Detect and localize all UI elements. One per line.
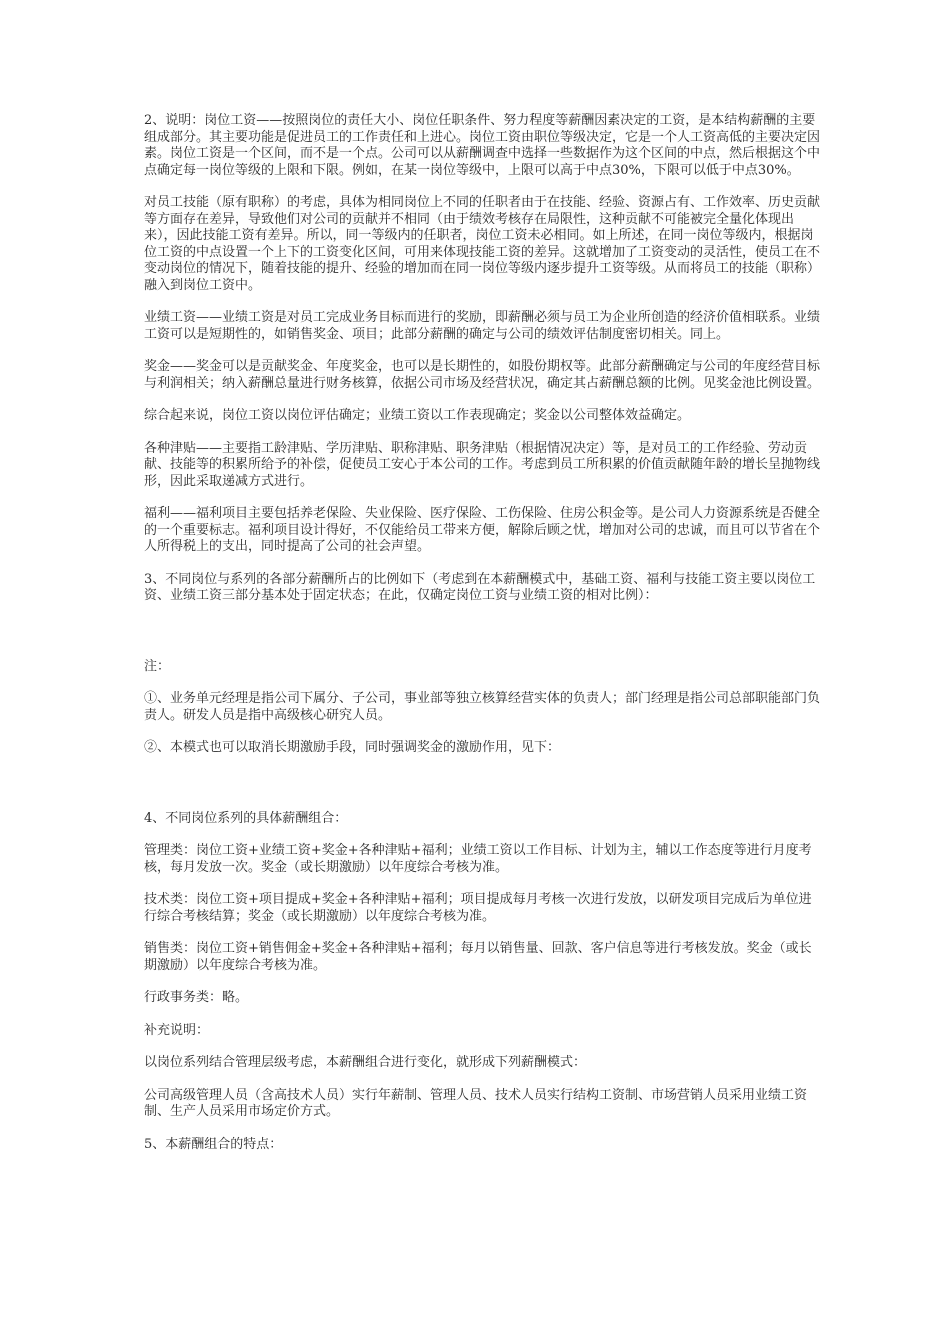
paragraph-summary: 综合起来说，岗位工资以岗位评估确定；业绩工资以工作表现确定；奖金以公司整体效益确定。 xyxy=(144,408,691,423)
paragraph-sales-type: 销售类：岗位工资+销售佣金+奖金+各种津贴+福利；每月以销售量、回款、客户信息等进行考核发放。奖金（或长期激励）以年度综合考核为准。 xyxy=(144,941,812,973)
paragraph-salary-modes: 公司高级管理人员（含高技术人员）实行年薪制、管理人员、技术人员实行结构工资制、市场营销人员采用业绩工资制、生产人员采用市场定价方式。 xyxy=(144,1087,808,1119)
document-body xyxy=(144,113,820,1169)
paragraph-management-type: 管理类：岗位工资+业绩工资+奖金+各种津贴+福利；业绩工资以工作目标、计划为主，辅以工作态度等进行月度考核，每月发放一次。奖金（或长期激励）以年度综合考核为准。 xyxy=(144,843,812,875)
paragraph-post-salary-explanation: 2、说明：岗位工资——按照岗位的责任大小、岗位任职条件、努力程度等薪酬因素决定的工资，是本结构薪酬的主要组成部分。其主要功能是促进员工的工作责任和上进心。岗位工资由职位等级决定，它是一个人工资高低的主要决定因素。岗位工资是一个区间，而不是一个点。公司可以从薪酬调查中选择一些数据作为这个区间的中点，然后根据这个中点确定每一岗位等级的上限和下限。例如，在某一岗位等级中，上限可以高于中点30%，下限可以低于中点30%。 xyxy=(144,113,821,178)
paragraph-section-4: 4、不同岗位系列的具体薪酬组合： xyxy=(144,810,348,826)
paragraph-section-5: 5、本薪酬组合的特点： xyxy=(144,1136,283,1152)
paragraph-note-1: ①、业务单元经理是指公司下属分、子公司，事业部等独立核算经营实体的负责人；部门经理是指公司总部职能部门负责人。研发人员是指中高级核心研究人员。 xyxy=(144,691,821,723)
paragraph-supplement-label: 补充说明： xyxy=(144,1022,210,1038)
paragraph-skill-consideration: 对员工技能（原有职称）的考虑，具体为相同岗位上不同的任职者由于在技能、经验、资源占有、工作效率、历史贡献等方面存在差异，导致他们对公司的贡献并不相同（由于绩效考核存在局限性，这种贡献不可能被完全量化体现出来），因此技能工资有差异。所以，同一等级内的任职者，岗位工资未必相同。如上所述，在同一岗位等级内，根据岗位工资的中点设置一个上下的工资变化区间，可用来体现技能工资的差异。这就增加了工资变动的灵活性，使员工在不变动岗位的情况下，随着技能的提升、经验的增加而在同一岗位等级内逐步提升工资等级。从而将员工的技能（职称）融入到岗位工资中。 xyxy=(144,195,821,293)
paragraph-bonus: 奖金——奖金可以是贡献奖金、年度奖金，也可以是长期性的，如股份期权等。此部分薪酬确定与公司的年度经营目标与利润相关；纳入薪酬总量进行财务核算，依据公司市场及经营状况，确定其占薪酬总额的比例。见奖金池比例设置。 xyxy=(144,359,821,391)
paragraph-performance-salary: 业绩工资——业绩工资是对员工完成业务目标而进行的奖励，即薪酬必须与员工为企业所创造的经济价值相联系。业绩工资可以是短期性的，如销售奖金、项目；此部分薪酬的确定与公司的绩效评估制度密切相关。同上。 xyxy=(144,310,821,342)
paragraph-admin-type: 行政事务类：略。 xyxy=(144,990,249,1005)
paragraph-section-3: 3、不同岗位与系列的各部分薪酬所占的比例如下（考虑到在本薪酬模式中，基础工资、福利与技能工资主要以岗位工资、业绩工资三部分基本处于固定状态；在此，仅确定岗位工资与业绩工资的相对比例）： xyxy=(144,571,816,603)
paragraph-note-label: 注： xyxy=(144,658,171,674)
paragraph-technical-type: 技术类：岗位工资+项目提成+奖金+各种津贴+福利；项目提成每月考核一次进行发放，以研发项目完成后为单位进行综合考核结算；奖金（或长期激励）以年度综合考核为准。 xyxy=(144,892,812,924)
paragraph-note-2: ②、本模式也可以取消长期激励手段，同时强调奖金的激励作用，见下： xyxy=(144,740,561,755)
paragraph-supplement-text: 以岗位系列结合管理层级考虑，本薪酬组合进行变化，就形成下列薪酬模式： xyxy=(144,1055,587,1070)
paragraph-allowances: 各种津贴——主要指工龄津贴、学历津贴、职称津贴、职务津贴（根据情况决定）等，是对员工的工作经验、劳动贡献、技能等的积累所给予的补偿，促使员工安心于本公司的工作。考虑到员工所积累的价值贡献随年龄的增长呈抛物线形，因此采取递减方式进行。 xyxy=(144,440,821,489)
paragraph-welfare: 福利——福利项目主要包括养老保险、失业保险、医疗保险、工伤保险、住房公积金等。是公司人力资源系统是否健全的一个重要标志。福利项目设计得好，不仅能给员工带来方便，解除后顾之忧，增加对公司的忠诚，而且可以节省在个人所得税上的支出，同时提高了公司的社会声望。 xyxy=(144,506,821,554)
